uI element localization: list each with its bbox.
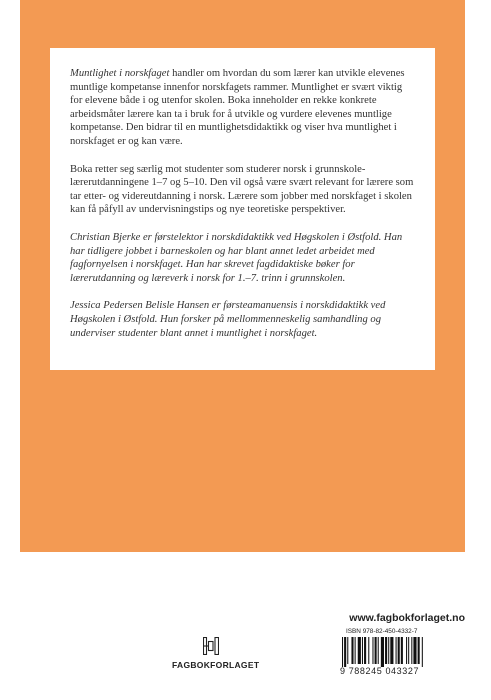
back-cover-text-box: [50, 48, 435, 370]
book-title-italic: Muntlighet i norskfaget: [70, 68, 170, 79]
barcode-bar: [388, 637, 389, 664]
publisher-name: FAGBOKFORLAGET: [172, 660, 260, 670]
barcode-bar: [362, 637, 363, 664]
barcode-bar: [351, 637, 353, 664]
barcode-icon: [340, 637, 458, 667]
barcode-bar: [418, 637, 420, 664]
barcode-bar: [358, 637, 361, 664]
fagbokforlaget-logo-icon: [203, 637, 219, 655]
blurb-paragraph-1: [70, 67, 417, 149]
publisher-logo: [172, 637, 260, 670]
isbn-block: [340, 628, 462, 676]
barcode-bar: [378, 637, 379, 664]
barcode-bar: [406, 637, 407, 664]
barcode-bar: [408, 637, 409, 664]
barcode-bar: [422, 637, 423, 667]
barcode-bar: [364, 637, 366, 664]
barcode-bar: [411, 637, 412, 664]
barcode-bar: [385, 637, 387, 664]
barcode-bar: [390, 637, 393, 664]
barcode-bar: [347, 637, 348, 664]
barcode-bar: [355, 637, 356, 664]
barcode-bar: [344, 637, 346, 667]
author-bio-bjerke: Christian Bjerke er førstelektor i norskdidaktikk ved Høgskolen i Østfold. Han har tidligere jobbet i barneskolen og har blant annet ledet arbeidet med fagfornyelsen i norskfaget. Han har skrevet fagdidaktiske bøker for lærerutdanning og læreverk i norsk for 1.–7. trinn i grunnskolen.: [70, 231, 403, 284]
barcode-bar: [368, 637, 369, 664]
barcode-bar: [396, 637, 397, 664]
barcode-bar: [375, 637, 377, 664]
barcode-bar: [372, 637, 373, 664]
author-bio-hansen: Jessica Pedersen Belisle Hansen er førsteamanuensis i norskdidaktikk ved Høgskolen i Østfold. Hun forsker på mellommenneskelig samhandling og underviser studenter blant annet i muntlighet i norskfaget.: [70, 300, 386, 339]
isbn-label: ISBN 978-82-450-4332-7: [346, 628, 418, 635]
barcode-digits: 9 788245 043327: [340, 666, 420, 676]
barcode-bar: [413, 637, 416, 664]
blurb-paragraph-1-text: handler om hvordan du som lærer kan utvikle elevenes muntlige kompetanse innenfor norskfagets rammer. Muntlighet er svært viktig for elevene både i og utenfor skolen. Boka inneholder en rekke konkrete arbeidsmåter lærere kan ta i bruk for å utvikle og vurdere elevenes muntlige kompetanse. Den bidrar til en muntlighetsdidaktikk og viser hva muntlighet i norskfaget er og kan være.: [70, 68, 405, 147]
barcode-bar: [398, 637, 400, 664]
barcode-bar: [401, 637, 403, 664]
barcode-bar: [381, 637, 384, 667]
publisher-website: www.fagbokforlaget.no: [349, 612, 465, 624]
barcode-bar: [342, 637, 343, 667]
blurb-paragraph-2: Boka retter seg særlig mot studenter som studerer norsk i grunnskolelærerutdanningene 1–7 og 5–10. Den vil også være svært relevant for lærere som tar etter- og videreutdanning i norsk. Lærere som jobber med norskfaget i skolen kan få påfyll av undervisningstips og nye teoretiske perspektiver.: [70, 163, 414, 216]
